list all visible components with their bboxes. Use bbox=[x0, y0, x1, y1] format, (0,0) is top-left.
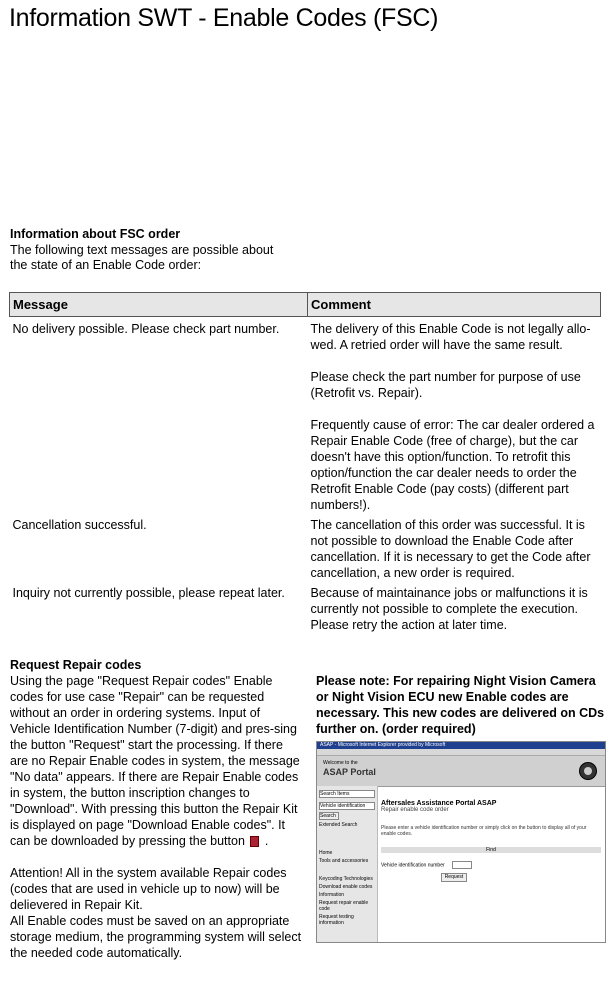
screenshot-select-vehicle: Vehicle identification bbox=[319, 802, 375, 810]
screenshot-vin-row bbox=[381, 861, 601, 869]
comment-cell bbox=[308, 581, 601, 633]
comment-cell bbox=[308, 317, 601, 514]
table-row bbox=[10, 513, 601, 581]
screenshot-menubar bbox=[317, 749, 605, 756]
screenshot-main-title: Aftersales Assistance Portal ASAP bbox=[381, 800, 497, 807]
screenshot-select-search: Search Items bbox=[319, 790, 375, 798]
comment-paragraph: Because of maintainance jobs or malfunctions it is currently not possible to complete the execution. Please retry the action at later time. bbox=[310, 586, 588, 632]
bmw-logo-icon bbox=[579, 762, 597, 780]
screenshot-main bbox=[381, 786, 601, 942]
screenshot-extended-search: Extended Search bbox=[319, 822, 358, 828]
fsc-info-section bbox=[10, 227, 273, 274]
screenshot-find-bar: Find bbox=[381, 847, 601, 853]
screenshot-titlebar: ASAP - Microsoft Internet Explorer provided by Microsoft bbox=[317, 742, 605, 749]
screenshot-search-button: Search bbox=[319, 812, 339, 820]
screenshot-portal-title: ASAP Portal bbox=[323, 767, 376, 777]
asap-portal-screenshot bbox=[316, 741, 606, 943]
comment-paragraph: Frequently cause of error: The car dealer ordered a Repair Enable Code (free of charge), but the car doesn't have this option/function. To retrofit this option/function the car dealer needs to order the Retrofit Enable Code (pay costs) (different part numbers!). bbox=[310, 418, 595, 512]
screenshot-request-testing: Request testing information bbox=[319, 914, 354, 926]
screenshot-instruction: Please enter a vehicle identification number or simply click on the button to display all of your enable codes. bbox=[381, 825, 587, 837]
comment-paragraph: The delivery of this Enable Code is not legally allo-wed. A retried order will have the same result. bbox=[310, 322, 591, 352]
screenshot-welcome: Welcome to the bbox=[323, 760, 358, 766]
page-title: Information SWT - Enable Codes (FSC) bbox=[9, 4, 439, 32]
table-header-row bbox=[10, 293, 601, 317]
request-repair-text: Using the page "Request Repair codes" Enable codes for use case "Repair" can be requested without an order in ordering systems. Input of Vehicle Identification Number (7-digit) and pres-sing the button "Request" start the processing. If there are no Repair Enable codes in system, the message "No data" appears. If there are Repair Enable codes in system, the button inscription changes to "Download". With pressing this button the Repair Kit is displayed on page "Download Enable codes". It can be downloaded by pressing the button bbox=[10, 674, 300, 848]
table-row bbox=[10, 317, 601, 514]
screenshot-request-button: Request bbox=[441, 873, 467, 882]
comment-paragraph: Please check the part number for purpose of use (Retrofit vs. Repair). bbox=[310, 370, 581, 400]
screenshot-home: Home bbox=[319, 850, 333, 856]
screenshot-download: Download enable codes bbox=[319, 884, 373, 890]
screenshot-header-band bbox=[317, 756, 605, 787]
screenshot-information: Information bbox=[319, 892, 345, 898]
screenshot-request-repair: Request repair enable code bbox=[319, 900, 369, 912]
storage-paragraph: All Enable codes must be saved on an appropriate storage medium, the programming system will select the needed code automatically. bbox=[10, 914, 302, 960]
screenshot-vin-input bbox=[452, 861, 472, 869]
request-repair-section bbox=[10, 657, 302, 961]
screenshot-tools: Tools and accessories bbox=[319, 858, 369, 864]
request-repair-text-end: . bbox=[264, 834, 269, 848]
request-repair-paragraph bbox=[10, 673, 302, 849]
header-comment: Comment bbox=[308, 293, 601, 317]
message-cell: Cancellation successful. bbox=[12, 518, 147, 532]
night-vision-note: Please note: For repairing Night Vision Camera or Night Vision ECU new Enable codes are necessary. This new codes are delivered on CDs further on. (order required) bbox=[316, 674, 605, 736]
screenshot-main-subtitle: Repair enable code order bbox=[381, 807, 449, 813]
screenshot-vin-label: Vehicle identification number bbox=[381, 862, 445, 869]
screenshot-keycoding: Keycoding Technologies bbox=[319, 876, 373, 882]
fsc-info-line2: the state of an Enable Code order: bbox=[10, 258, 202, 272]
download-icon bbox=[250, 836, 259, 847]
message-cell: No delivery possible. Please check part number. bbox=[12, 322, 280, 336]
comment-paragraph: The cancellation of this order was successful. It is not possible to download the Enable Code after cancellation. If it is necessary to get the Code after cancellation, a new order is required. bbox=[310, 518, 591, 580]
attention-paragraph: Attention! All in the system available Repair codes (codes that are used in vehicle up to now) will be delievered in Repair Kit. bbox=[10, 866, 287, 912]
fsc-info-heading: Information about FSC order bbox=[10, 227, 181, 241]
comment-cell bbox=[308, 513, 601, 581]
table-row bbox=[10, 581, 601, 633]
screenshot-sidebar bbox=[317, 786, 378, 942]
request-repair-heading: Request Repair codes bbox=[10, 658, 142, 672]
fsc-info-line1: The following text messages are possible about bbox=[10, 242, 274, 257]
message-cell: Inquiry not currently possible, please repeat later. bbox=[12, 586, 285, 600]
header-message: Message bbox=[10, 293, 308, 317]
message-table bbox=[9, 292, 601, 633]
